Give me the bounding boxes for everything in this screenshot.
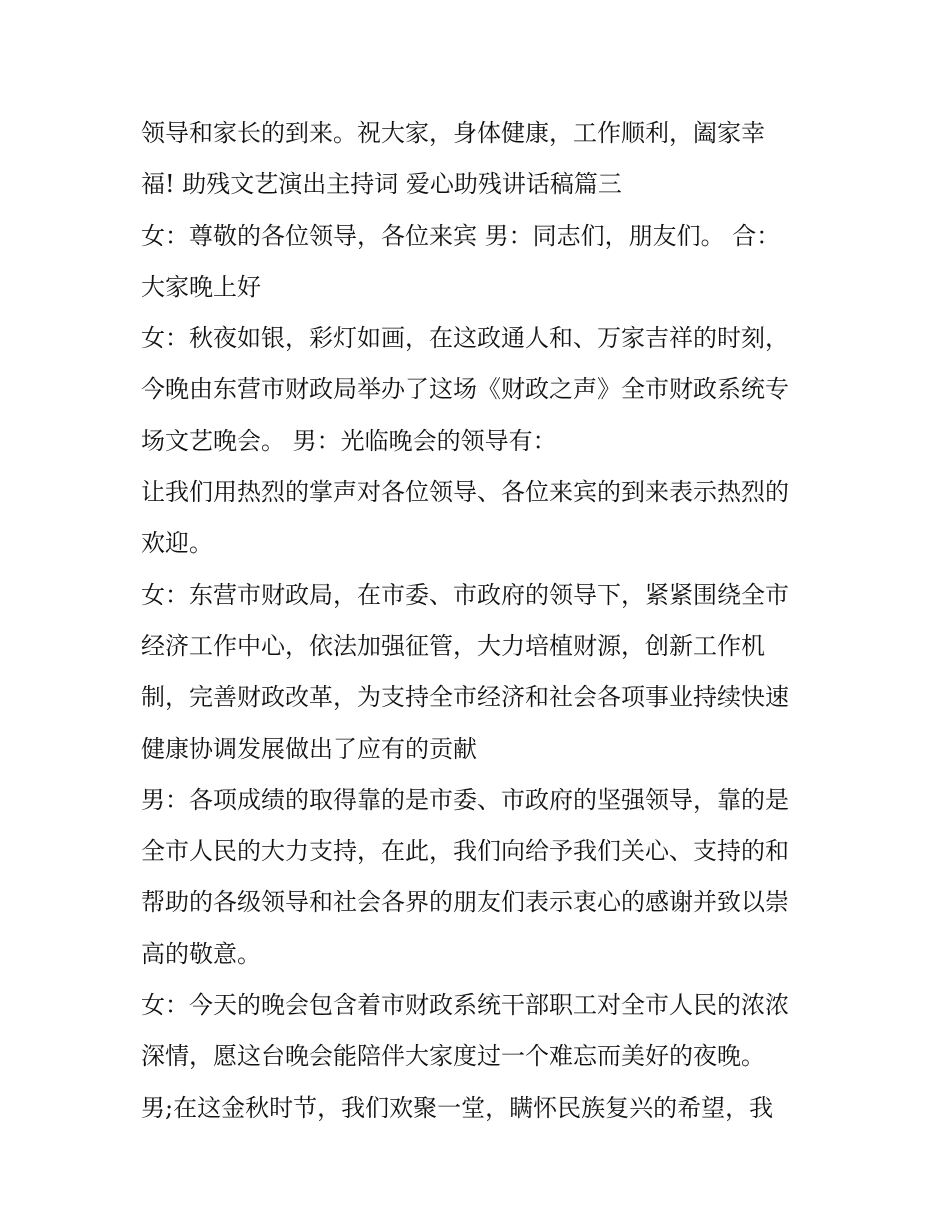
text-line: 女：尊敬的各位领导，各位来宾 男：同志们，朋友们。 合：	[141, 221, 781, 250]
text-line: 领导和家长的到来。祝大家，身体健康，工作顺利，阖家幸	[141, 119, 765, 147]
text-line: 制，完善财政改革，为支持全市经济和社会各项事业持续快速	[141, 683, 789, 712]
text-line: 健康协调发展做出了应有的贡献	[141, 734, 477, 763]
text-line: 深情，愿这台晚会能陪伴大家度过一个难忘而美好的夜晚。	[141, 1042, 765, 1071]
text-line: 女：今天的晚会包含着市财政系统干部职工对全市人民的浓浓	[141, 991, 789, 1020]
text-line: 福! 助残文艺演出主持词 爱心助残讲话稿篇三	[141, 170, 622, 199]
text-line: 全市人民的大力支持，在此，我们向给予我们关心、支持的和	[141, 837, 789, 866]
text-line: 女：东营市财政局，在市委、市政府的领导下，紧紧围绕全市	[141, 580, 789, 609]
text-line: 男：各项成绩的取得靠的是市委、市政府的坚强领导，靠的是	[141, 785, 789, 814]
text-line: 女：秋夜如银，彩灯如画，在这政通人和、万家吉祥的时刻，	[141, 324, 789, 353]
text-line: 欢迎。	[141, 529, 213, 558]
text-line: 高的敬意。	[141, 939, 261, 968]
text-line: 让我们用热烈的掌声对各位领导、各位来宾的到来表示热烈的	[141, 478, 789, 507]
text-line: 男;在这金秋时节，我们欢聚一堂，瞒怀民族复兴的希望，我	[141, 1093, 774, 1122]
text-line: 经济工作中心，依法加强征管，大力培植财源，创新工作机	[141, 631, 765, 660]
text-line: 场文艺晚会。 男：光临晚会的领导有：	[141, 426, 557, 455]
document-body	[141, 108, 821, 1134]
text-line: 今晚由东营市财政局举办了这场《财政之声》全市财政系统专	[141, 375, 789, 404]
text-line: 大家晚上好	[141, 272, 261, 301]
text-line: 帮助的各级领导和社会各界的朋友们表示衷心的感谢并致以崇	[141, 888, 789, 917]
